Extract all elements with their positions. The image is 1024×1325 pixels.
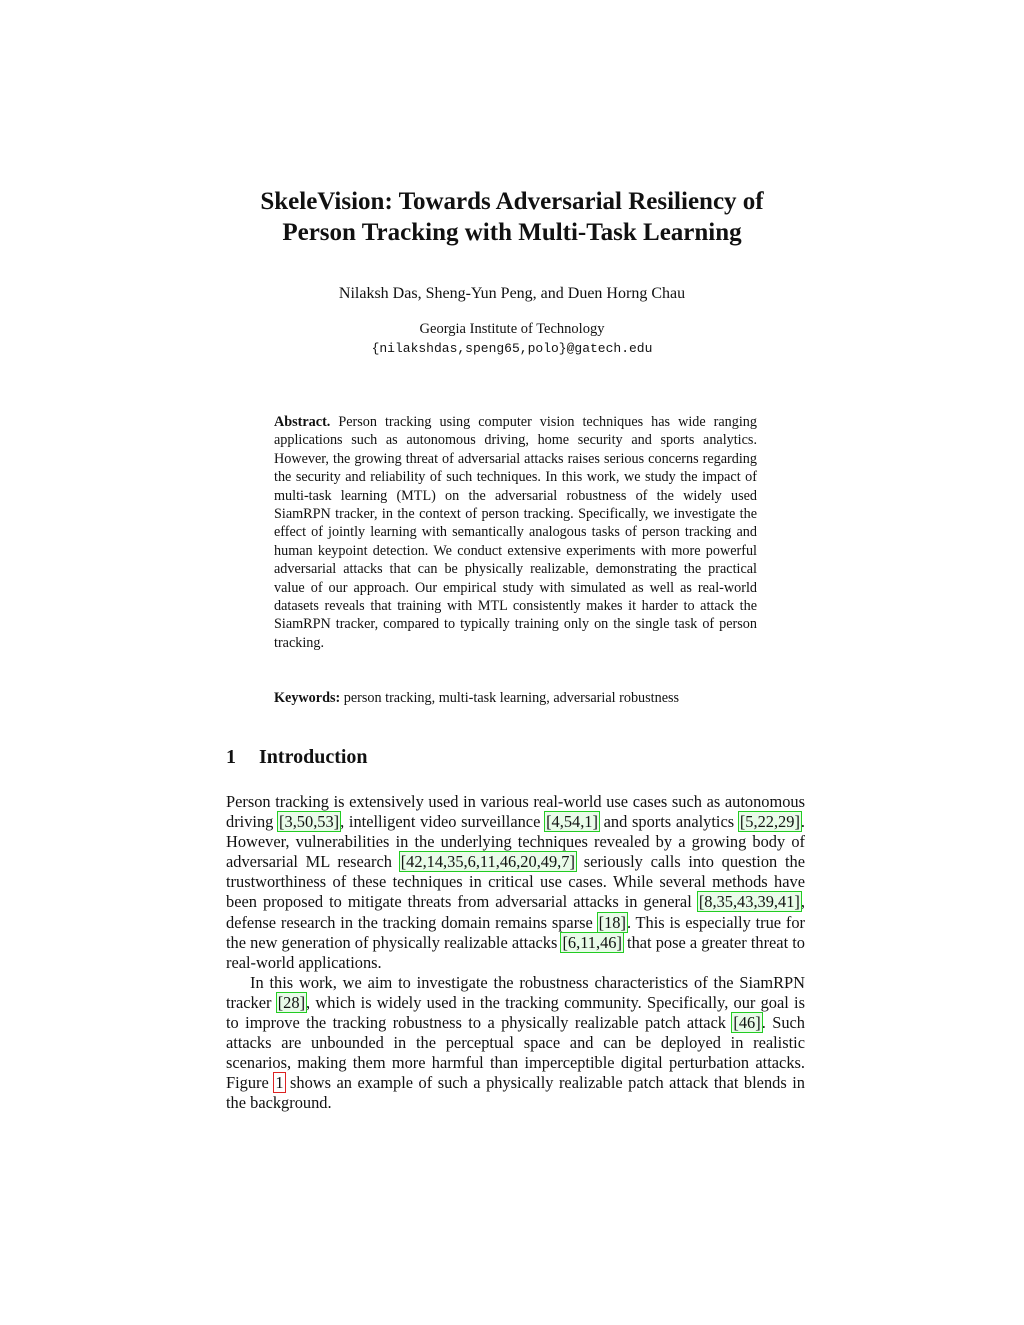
text-run: that pose a greater threat to real-world applications. (226, 932, 805, 972)
citation-link[interactable]: [8,35,43,39,41] (698, 892, 800, 912)
title-line-2: Person Tracking with Multi-Task Learning (282, 219, 742, 246)
text-run: and sports analytics (598, 812, 739, 832)
abstract (274, 413, 757, 652)
section-title: Introduction (259, 746, 368, 768)
text-run: . This is especially true for the new generation of physically realizable attacks (226, 912, 805, 952)
text-run: , which is widely used in the tracking community. Specifically, our goal is to improve the tracking robustness to a physically realizable patch attack (226, 992, 805, 1033)
title-line-1: SkeleVision: Towards Adversarial Resiliency of (260, 188, 764, 215)
figure-reference-link[interactable]: 1 (275, 1073, 284, 1093)
citation-link[interactable]: [46] (733, 1013, 761, 1033)
citation-link[interactable]: [18] (598, 912, 626, 932)
keywords (274, 689, 757, 707)
paper-title (0, 186, 1024, 248)
citation-link[interactable]: [3,50,53] (279, 812, 340, 832)
text-run: . Such attacks are unbounded in the perceptual space and can be deployed in realistic scenarios, making them more harmful than imperceptible digital perturbation attacks. Figure (226, 1013, 805, 1093)
abstract-text: Person tracking using computer vision techniques has wide ranging applications such as autonomous driving, home security and sports analytics. However, the growing threat of adversarial attacks raises serious concerns regarding the security and reliability of such techniques. In this work, we study the impact of multi-task learning (MTL) on the adversarial robustness of the widely used SiamRPN tracker, in the context of person tracking. Specifically, we investigate the effect of jointly learning with semantically analogous tasks of person tracking and human keypoint detection. We conduct extensive experiments with more powerful adversarial attacks that can be physically realizable, demonstrating the practical value of our approach. Our empirical study with simulated as well as real-world datasets reveals that training with MTL consistently makes it harder to attack the SiamRPN tracker, compared to typically training only on the single task of person tracking. (274, 414, 757, 651)
affiliation-block (0, 320, 1024, 358)
introduction-body (226, 792, 805, 1114)
text-run: In this work, we aim to investigate the robustness characteristics of the SiamRPN tracker (226, 972, 805, 1012)
citation-link[interactable]: [6,11,46] (562, 932, 622, 952)
author-list: Nilaksh Das, Sheng-Yun Peng, and Duen Horng Chau (338, 285, 686, 302)
intro-paragraph-1 (226, 792, 805, 973)
section-heading-introduction (226, 744, 368, 770)
text-run: . However, vulnerabilities in the underlying techniques revealed by a growing body of adversarial ML research (226, 812, 806, 872)
keywords-label: Keywords: (274, 690, 341, 706)
affiliation: Georgia Institute of Technology (419, 321, 605, 337)
citation-link[interactable]: [42,14,35,6,11,46,20,49,7] (400, 852, 575, 872)
citation-link[interactable]: [5,22,29] (739, 812, 800, 832)
text-run: Person tracking is extensively used in various real-world use cases such as autonomous driving (226, 792, 805, 832)
citation-link[interactable]: [4,54,1] (546, 812, 598, 832)
citation-link[interactable]: [28] (277, 992, 306, 1012)
keywords-text: person tracking, multi-task learning, adversarial robustness (343, 690, 680, 706)
text-run: , intelligent video surveillance (340, 812, 546, 832)
text-run: , defense research in the tracking domain remains sparse (226, 892, 805, 932)
author-emails: {nilakshdas,speng65,polo}@gatech.edu (371, 341, 653, 356)
section-number: 1 (226, 746, 236, 768)
intro-paragraph-2 (226, 973, 805, 1114)
text-run: shows an example of such a physically realizable patch attack that blends in the background. (226, 1073, 805, 1113)
abstract-label: Abstract. (274, 414, 331, 430)
text-run: seriously calls into question the trustworthiness of these techniques in critical use cases. While several methods have been proposed to mitigate threats from adversarial attacks in general (226, 852, 805, 912)
